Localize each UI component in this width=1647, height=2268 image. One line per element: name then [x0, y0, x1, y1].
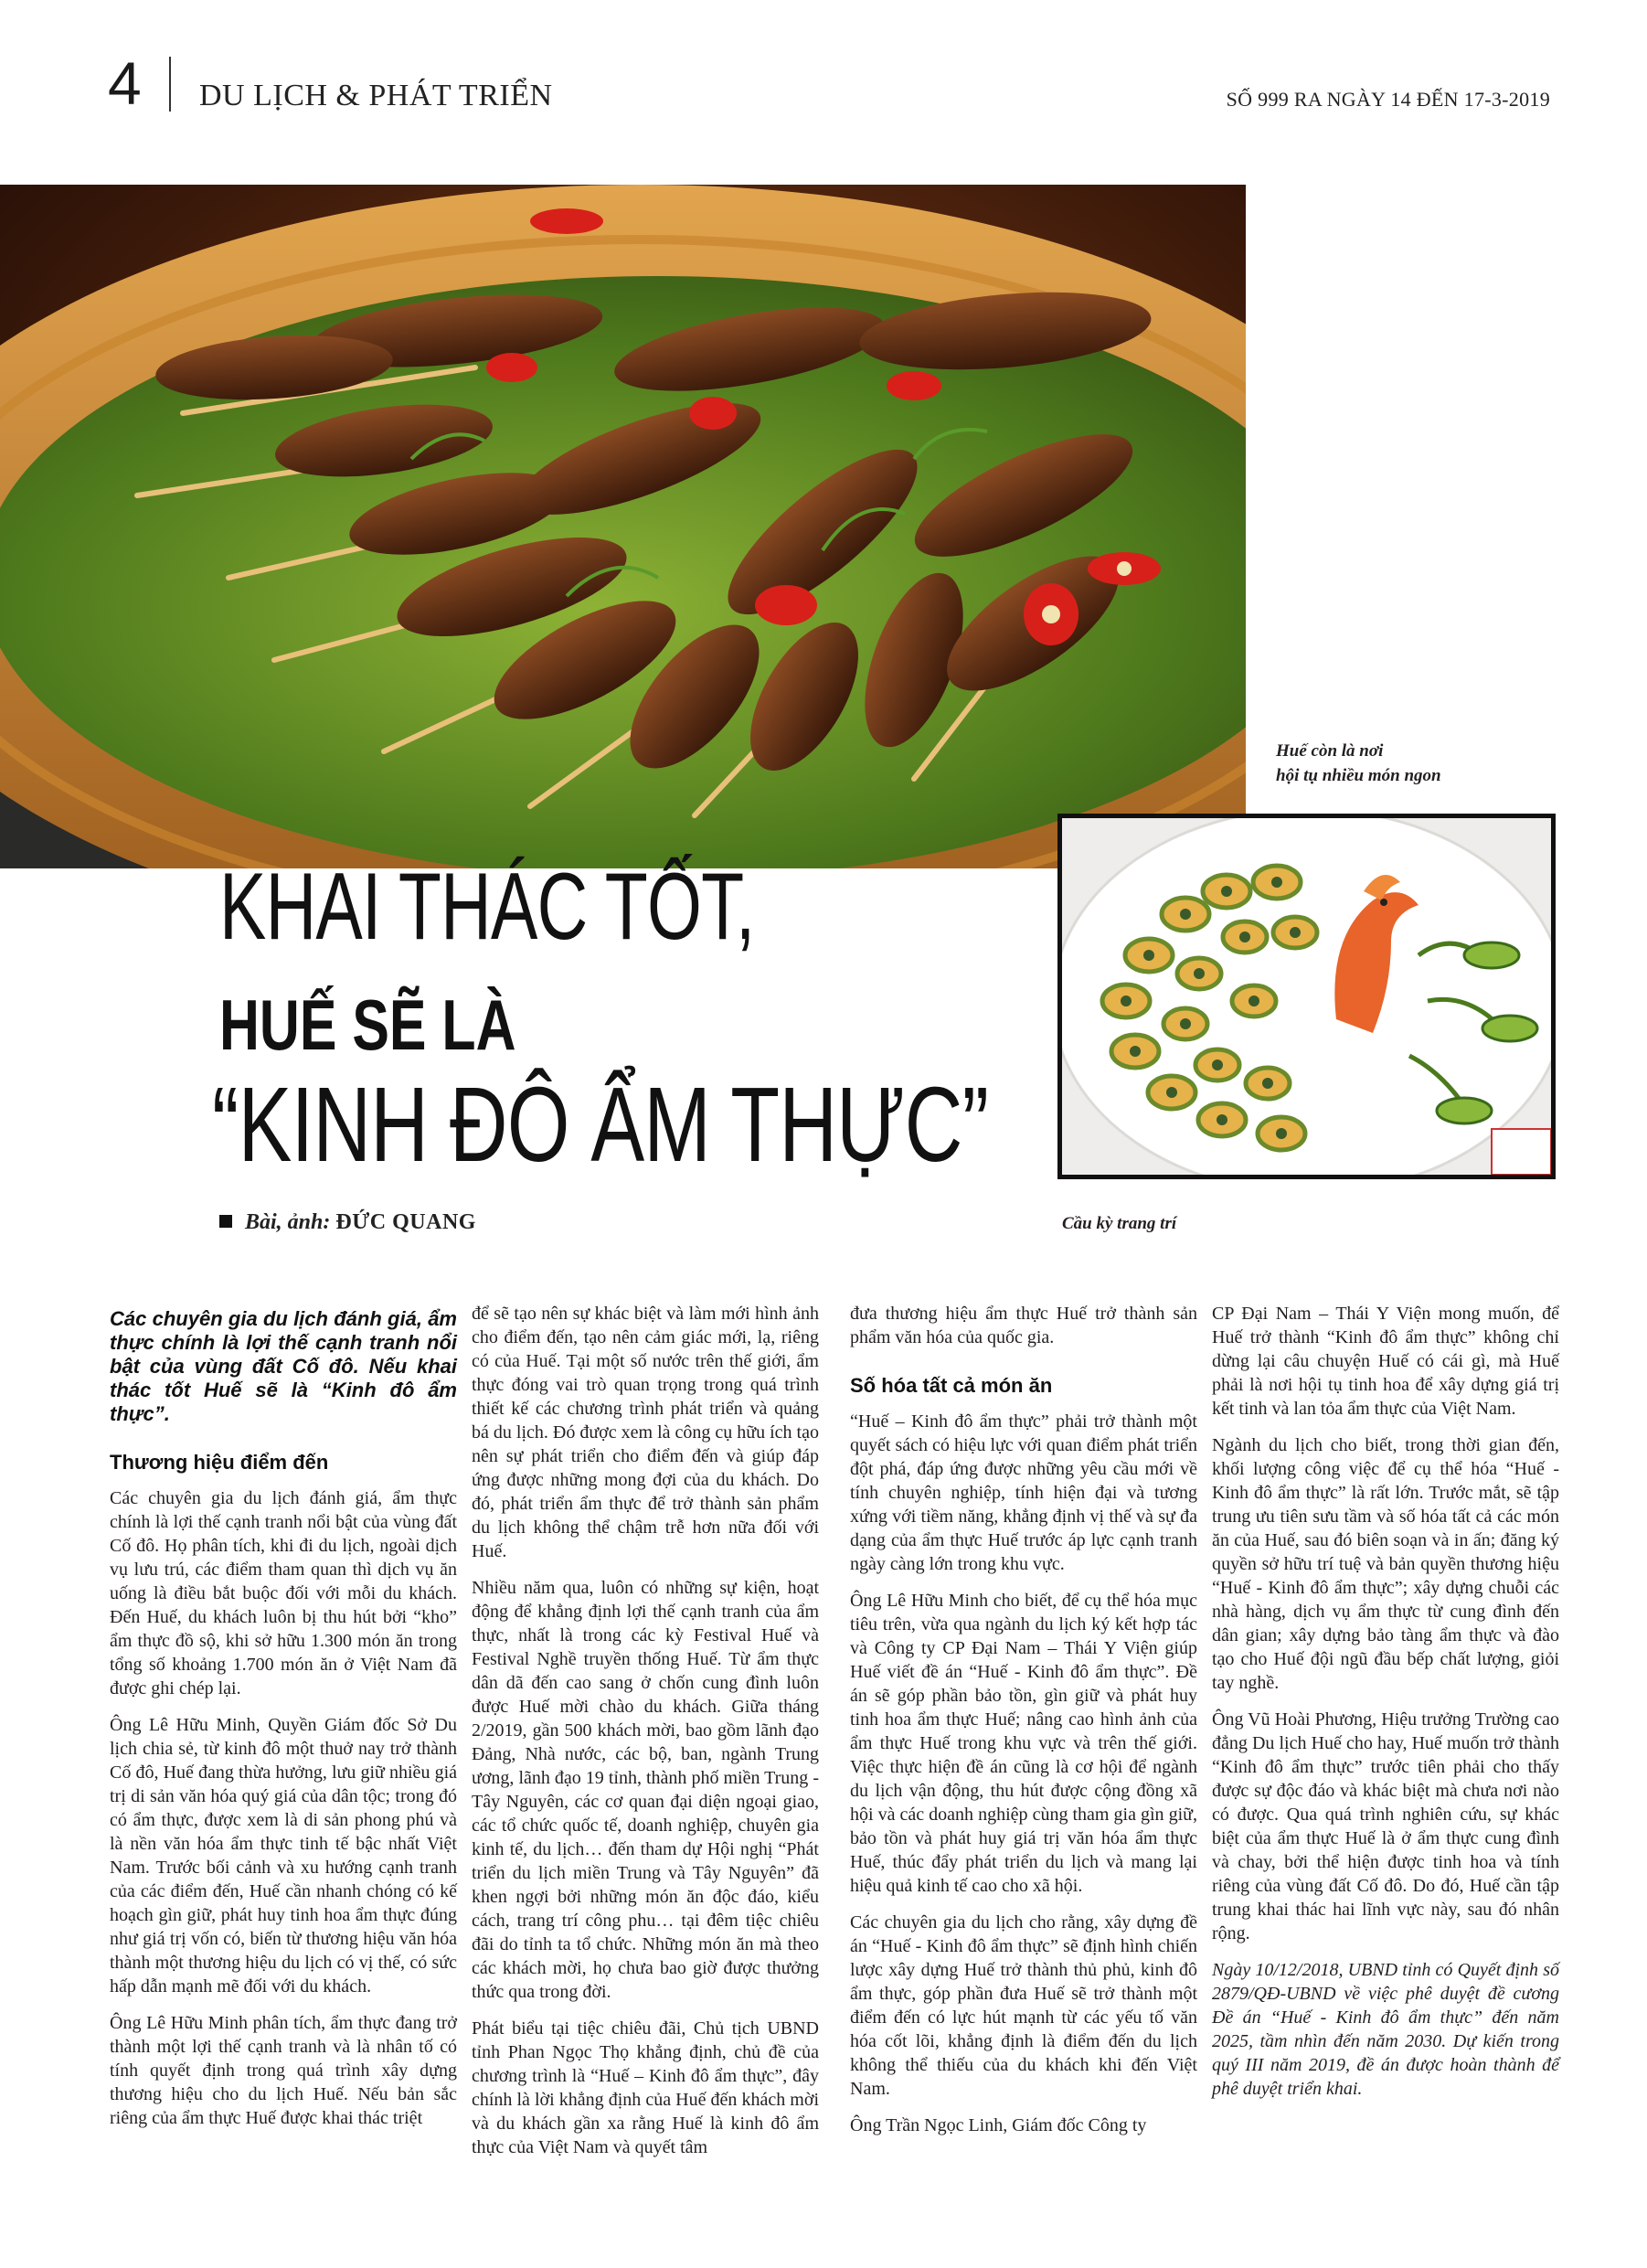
- headline-line-1: KHAI THÁC TỐT,: [219, 854, 755, 960]
- article-paragraph: Các chuyên gia du lịch đánh giá, ẩm thực chính là lợi thế cạnh tranh nổi bật của vùng đất Cố đô. Họ phân tích, khi đi du lịch, ngoài dịch vụ lưu trú, các điểm tham quan thì dịch vụ ăn uống là điều bắt buộc đối với mỗi du khách. Đến Huế, du khách luôn bị thu hút bởi “kho” ẩm thực đồ sộ, khi sở hữu 1.300 món ăn trong tổng số khoảng 1.700 món ăn ở Việt Nam đã được ghi chép lại.: [110, 1488, 457, 1698]
- article-paragraph: Ông Vũ Hoài Phương, Hiệu trưởng Trường cao đẳng Du lịch Huế cho hay, Huế muốn trở thành “Kinh đô ẩm thực” trước tiên phải cho thấy được sự độc đáo và khác biệt mà chưa nơi nào có được. Qua quá trình nghiên cứu, sự khác biệt của ẩm thực Huế là ở ẩm thực cung đình và chay, bởi thể hiện được tinh hoa và tính riêng của vùng đất Cố đô. Do đó, Huế cần tập trung khai thác hai lĩnh vực này, sau đó nhân rộng.: [1212, 1709, 1559, 1943]
- article-paragraph: CP Đại Nam – Thái Y Viện mong muốn, để Huế trở thành “Kinh đô ẩm thực” không chỉ dừng lại câu chuyện Huế có cái gì, mà Huế phải là nơi hội tụ tinh hoa để xây dựng giá trị kết tinh và lan tỏa ẩm thực của Việt Nam.: [1212, 1304, 1559, 1419]
- hero-caption-line: Huế còn là nơi: [1276, 741, 1384, 761]
- hero-caption: [1276, 739, 1441, 788]
- header-divider: [169, 57, 171, 112]
- section-title: DU LỊCH & PHÁT TRIỂN: [199, 79, 553, 112]
- article-paragraph: đưa thương hiệu ẩm thực Huế trở thành sản phẩm văn hóa của quốc gia.: [850, 1304, 1197, 1347]
- page-number: 4: [108, 49, 142, 117]
- article-lead: Các chuyên gia du lịch đánh giá, ẩm thực chính là lợi thế cạnh tranh nổi bật của vùng đất Cố đô. Nếu khai thác tốt Huế sẽ là “Kinh đô ẩm thực”.: [110, 1307, 457, 1425]
- article-paragraph: Ông Trần Ngọc Linh, Giám đốc Công ty: [850, 2115, 1147, 2135]
- hero-photo-grilled-skewers: [0, 185, 1246, 868]
- subheading-so-hoa: Số hóa tất cả món ăn: [850, 1374, 1053, 1397]
- article-column-1: [110, 1307, 457, 2143]
- article-column-4: [1212, 1302, 1559, 2114]
- headline-line-2: HUẾ SẼ LÀ: [219, 985, 516, 1065]
- article-paragraph: Ngành du lịch cho biết, trong thời gian đến, khối lượng công việc để cụ thể hóa “Huế - Kinh đô ẩm thực” là rất lớn. Trước mắt, sẽ tập trung ưu tiên sưu tầm và số hóa tất cả các món ăn của Huế, sau đó biên soạn và in ấn; đăng ký quyền sở hữu trí tuệ và bản quyền thương hiệu “Huế - Kinh đô ẩm thực”; xây dựng chuỗi các nhà hàng, dịch vụ ẩm thực từ cung đình đến dân gian; xây dựng bảo tàng ẩm thực và đào tạo cho Huế đội ngũ đầu bếp chất lượng, giỏi tay nghề.: [1212, 1435, 1559, 1693]
- article-paragraph: Ông Lê Hữu Minh, Quyền Giám đốc Sở Du lịch chia sẻ, từ kinh đô một thuở nay trở thành Cố đô, Huế đang thừa hưởng, lưu giữ nhiều giá trị di sản văn hóa quý giá của dân tộc; trong đó có ẩm thực, được xem là di sản phong phú và là nền văn hóa ẩm thực tinh tế bậc nhất Việt Nam. Trước bối cảnh và xu hướng cạnh tranh của các điểm đến, Huế cần nhanh chóng có kế hoạch gìn giữ, phát huy tinh hoa ẩm thực đúng như giá trị vốn có, biến từ thương hiệu văn hóa thành một thương hiệu du lịch có vị thế, có sức hấp dẫn mạnh mẽ đối với du khách.: [110, 1715, 457, 1996]
- issue-date: SỐ 999 RA NGÀY 14 ĐẾN 17-3-2019: [1226, 88, 1550, 111]
- byline-label: Bài, ảnh:: [245, 1210, 331, 1234]
- byline: [219, 1210, 476, 1235]
- article-note: Ngày 10/12/2018, UBND tỉnh có Quyết định số 2879/QĐ-UBND về việc phê duyệt đề cương Đề án “Huế - Kinh đô ẩm thực” đến năm 2025, tầm nhìn đến năm 2030. Dự kiến trong quý III năm 2019, đề án được hoàn thành để phê duyệt triển khai.: [1212, 1960, 1559, 2099]
- bullet-square-icon: [219, 1215, 232, 1228]
- dish-photo-peacock-platter: [1057, 814, 1556, 1179]
- article-column-2: [472, 1302, 819, 2172]
- byline-author: ĐỨC QUANG: [335, 1210, 476, 1234]
- article-paragraph: Ông Lê Hữu Minh phân tích, ẩm thực đang trở thành một lợi thế cạnh tranh và là nhân tố có tính quyết định trong quá trình xây dựng thương hiệu cho du lịch Huế. Nếu bản sắc riêng của ẩm thực Huế được khai thác triệt: [110, 2013, 457, 2128]
- article-column-3: [850, 1302, 1197, 2150]
- headline-line-3: “KINH ĐÔ ẨM THỰC”: [212, 1065, 989, 1184]
- article-paragraph: Các chuyên gia du lịch cho rằng, xây dựng đề án “Huế - Kinh đô ẩm thực” sẽ định hình chiến lược xây dựng Huế trở thành thủ phủ, kinh đô ẩm thực, góp phần đưa Huế sẽ trở thành một điểm đến có lực hút mạnh từ các yếu tố văn hóa cốt lõi, khẳng định là điểm đến du lịch không thể thiếu của du khách khi đến Việt Nam.: [850, 1912, 1197, 2099]
- subheading-thuong-hieu: Thương hiệu điểm đến: [110, 1451, 329, 1474]
- article-paragraph: Ông Lê Hữu Minh cho biết, để cụ thể hóa mục tiêu trên, vừa qua ngành du lịch ký kết hợp tác và Công ty CP Đại Nam – Thái Y Viện giúp Huế viết đề án “Huế - Kinh đô ẩm thực”. Đề án sẽ góp phần bảo tồn, gìn giữ và phát huy tinh hoa ẩm thực Huế; nâng cao hình ảnh của ẩm thực Huế trong khu vực và trên thế giới. Việc thực hiện đề án cũng là cơ hội để ngành du lịch vận động, thu hút được cộng đồng xã hội và các doanh nghiệp cùng tham gia gìn giữ, bảo tồn và phát huy giá trị văn hóa ẩm thực Huế, thúc đẩy phát triển du lịch và mang lại hiệu quả kinh tế cao cho xã hội.: [850, 1591, 1197, 1896]
- hero-caption-line: hội tụ nhiều món ngon: [1276, 766, 1441, 785]
- article-paragraph: Nhiều năm qua, luôn có những sự kiện, hoạt động để khẳng định lợi thế cạnh tranh của ẩm thực, nhất là trong các kỳ Festival Huế và Festival Nghề truyền thống Huế. Từ ẩm thực dân dã đến cao sang ở chốn cung đình luôn được Huế mời chào du khách. Giữa tháng 2/2019, gần 500 khách mời, bao gồm lãnh đạo Đảng, Nhà nước, các bộ, ban, ngành Trung ương, lãnh đạo 19 tỉnh, thành phố miền Trung - Tây Nguyên, các cơ quan đại diện ngoại giao, các tổ chức quốc tế, doanh nghiệp, chuyên gia kinh tế, du lịch… đến tham dự Hội nghị “Phát triển du lịch miền Trung và Tây Nguyên” đã khen ngợi bởi những món ăn độc đáo, kiểu cách, trang trí công phu… tại đêm tiệc chiêu đãi do tỉnh ta tổ chức. Những món ăn mà theo các khách mời, họ chưa bao giờ được thưởng thức qua trong đời.: [472, 1578, 819, 2002]
- article-paragraph: Phát biểu tại tiệc chiêu đãi, Chủ tịch UBND tỉnh Phan Ngọc Thọ khẳng định, chủ đề của chương trình là “Huế – Kinh đô ẩm thực”, đây chính là lời khẳng định của Huế đến khách mời và du khách gần xa rằng Huế là kinh đô ẩm thực của Việt Nam và quyết tâm: [472, 2018, 819, 2157]
- article-paragraph: “Huế – Kinh đô ẩm thực” phải trở thành một quyết sách có hiệu lực với quan điểm phát triển đột phá, đáp ứng được những yêu cầu mới về tính chuyên nghiệp, tính hiện đại và tương xứng với tiềm năng, khẳng định vị thế và sự đa dạng của ẩm thực Huế trước áp lực cạnh tranh ngày càng lớn trong khu vực.: [850, 1411, 1197, 1574]
- article-paragraph: để sẽ tạo nên sự khác biệt và làm mới hình ảnh cho điểm đến, tạo nên cảm giác mới, lạ, riêng có của Huế. Tại một số nước trên thế giới, ẩm thực đóng vai trò quan trọng trong quá trình thiết kế các chương trình phát triển và quảng bá du lịch. Đó được xem là công cụ hữu ích tạo nên sự phát triển cho điểm đến và giúp đáp ứng được những mong đợi của du khách. Do đó, phát triển ẩm thực để trở thành sản phẩm du lịch không thể chậm trễ hơn nữa đối với Huế.: [472, 1304, 819, 1561]
- dish-caption: Cầu kỳ trang trí: [1062, 1214, 1177, 1233]
